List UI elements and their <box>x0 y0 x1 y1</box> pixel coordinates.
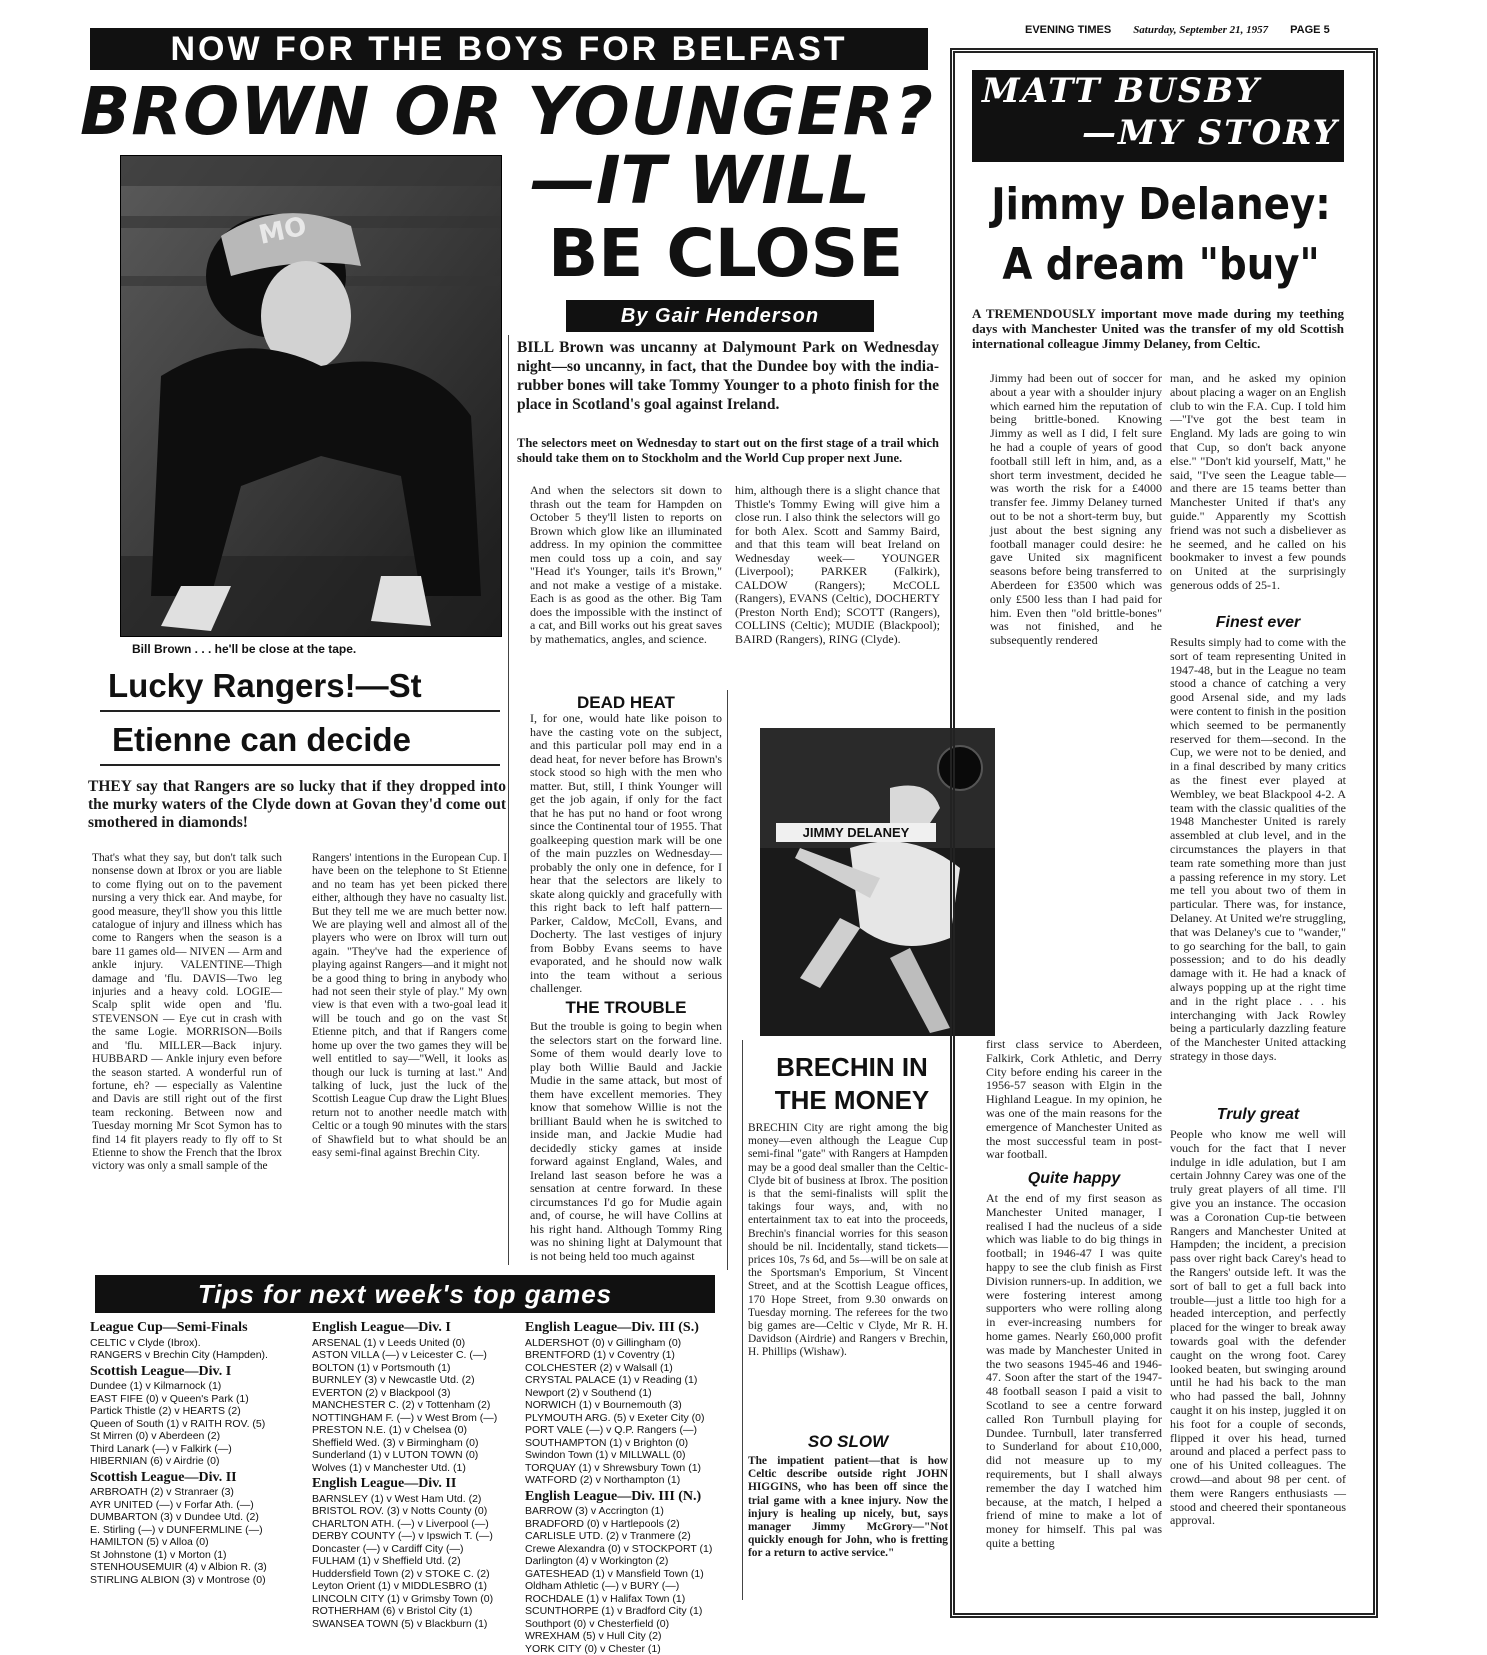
tips-line: ROTHERHAM (6) v Bristol City (1) <box>312 1605 517 1618</box>
main-para: The selectors meet on Wednesday to start out on the first stage of a trail which should take them on to Stockholm and the World Cup proper next June. <box>517 436 939 482</box>
tips-table <box>90 1318 740 1618</box>
tips-line: COLCHESTER (2) v Walsall (1) <box>525 1362 735 1375</box>
tips-line: CARLISLE UTD. (2) v Tranmere (2) <box>525 1530 735 1543</box>
tips-line: RANGERS v Brechin City (Hampden). <box>90 1349 305 1362</box>
main-col-1: And when the selectors sit down to thrash out the team for Hampden on October 5 they'll listen to reports on Brown which glow like an illuminated address. In my opinion the committee men could toss up a coin, and say "Head it's Younger, tails it's Brown," and not make a vestige of a mistake. Each is as good as the other. Big Tam does the impossible with the instinct of a cat, and Bill works out his great saves by mathematics, angles, and science. <box>530 484 722 689</box>
masthead <box>1025 24 1455 40</box>
tips-line: BRADFORD (0) v Hartlepools (2) <box>525 1518 735 1531</box>
tips-section-title: English League—Div. III (N.) <box>525 1491 735 1504</box>
main-headline-3: BE CLOSE <box>548 218 948 290</box>
tips-section-title: Scottish League—Div. I <box>90 1366 305 1379</box>
rangers-col-2: Rangers' intentions in the European Cup. I have been on the telephone to St Etienne and no team has yet been picked there either, although they have no casualty list. But they tell me we are much better now. We are playing well and almost all of the players who were on Ibrox will turn out again. "They've had the experience of playing against Rangers—and it might not be a good thing to bring in anybody who had not seen their style of play." My own view is that even with a two-goal lead it will be touch and go on the vast St Etienne pitch, and that if Rangers come home up over the two games they will be well entitled to say—"Well, it looks as though our luck is turning at last." And talking of luck, just the luck of the Scottish League Cup draw the Light Blues return not to another needle match with Celtic or a tough 90 minutes with the stars of Shawfield but to what should be an easy semi-final against Brechin City. <box>312 852 507 1210</box>
tips-line: Swindon Town (1) v MILLWALL (0) <box>525 1449 735 1462</box>
tips-section-title: Scottish League—Div. II <box>90 1472 305 1485</box>
rangers-headline: Lucky Rangers!—St <box>108 666 508 706</box>
rangers-col-1: That's what they say, but don't talk such nonsense down at Ibrox or you are liable to come flying out on to the pavement nursing a very thick ear. And maybe, for good measure, they'll show you this little catalogue of injury and illness which has come to Rangers when the season is a bare 11 games old— NIVEN — Arm and ankle injury. VALENTINE—Thigh damage and 'flu. DAVIS—Two leg injuries and a heavy cold. LOGIE—Scalp split wide open and 'flu. STEVENSON — Eye cut in crash with the same Logie. MORRISON—Boils and 'flu. MILLER—Back injury. HUBBARD — Ankle injury even before the season started. A wonderful run of fortune, eh? — especially as Valentine and Davis are still right out of the first team reckoning. Between now and Tuesday morning Mr Scot Symon has to find 14 fit players ready to fly off to St Etienne to show the French that the Ibrox victory was only a small sample of the <box>92 852 282 1210</box>
byline: By Gair Henderson <box>566 300 874 332</box>
dead-heat-text: I, for one, would hate like poison to have the casting vote on the subject, and this particular poll may end in a dead heat, for never before has Brown's stock stood so high with the men who matter. But, still, I think Younger will get the job again, if only for the fact that he has put no hand or foot wrong since the Continental tour of 1955. That goalkeeping question mark will be one of the main puzzles on Wednesday—probably the only one in defence, for I hear that the selectors are likely to skate along quickly and gracefully with this right back to left half pattern—Parker, Caldow, McColl, Evans, and Docherty. The last vestiges of injury from Bobby Evans seems to have evaporated, and he should now walk into the team without a serious challenger. <box>530 712 722 992</box>
tips-line: Partick Thistle (2) v HEARTS (2) <box>90 1405 305 1418</box>
photo-caption: Bill Brown . . . he'll be close at the tape. <box>132 642 472 656</box>
delaney-photo-label: JIMMY DELANEY <box>776 823 936 842</box>
tips-line: YORK CITY (0) v Chester (1) <box>525 1643 735 1655</box>
tips-line: BOLTON (1) v Portsmouth (1) <box>312 1362 517 1375</box>
brechin-headline: BRECHIN IN <box>752 1052 952 1082</box>
paper-date: Saturday, September 21, 1957 <box>1133 24 1268 40</box>
tips-line: GATESHEAD (1) v Mansfield Town (1) <box>525 1568 735 1581</box>
brechin-headline-2: THE MONEY <box>752 1085 952 1115</box>
tips-line: BARROW (3) v Accrington (1) <box>525 1505 735 1518</box>
tips-line: Leyton Orient (1) v MIDDLESBRO (1) <box>312 1580 517 1593</box>
truly-great-heading: Truly great <box>1170 1106 1346 1124</box>
tips-line: NORWICH (1) v Bournemouth (3) <box>525 1399 735 1412</box>
busby-headline: Jimmy Delaney: <box>989 178 1332 232</box>
quite-happy-text: At the end of my first season as Manchester United manager, I realised I had the nucleus of a side which was liable to do big things in football; in 1946-47 I was quite happy to see the club finish as First Division runners-up. In addition, we were fostering interest among supporters who were rolling along in ever-increasing numbers for home games. Nearly £60,000 profit was made by Manchester United in the two seasons 1945-46 and 1946-47. Soon after the start of the 1947-48 football season I paid a visit to Scotland to see a centre forward called Ron Turnbull playing for Dundee. Turnbull, later transferred to Sunderland for about £10,000, did not measure up to my requirements, but I shall always remember the day I watched him because, at the match, I helped a friend of mine to make a lot of money for himself. This pal was quite a betting <box>986 1192 1162 1590</box>
tips-line: MANCHESTER C. (2) v Tottenham (2) <box>312 1399 517 1412</box>
main-lead: BILL Brown was uncanny at Dalymount Park on Wednesday night—so uncanny, in fact, that the Dundee boy with the india-rubber bones will take Tommy Younger to a photo finish for the place in Scotland's goal against Ireland. <box>517 338 939 434</box>
busby-col-2: man, and he asked my opinion about placing a wager on an English club to win the F.A. Cup. I told him—"I've got the best team in England. My lads are going to win that Cup, so don't back anyone else." "Don't kid yourself, Matt," he said, "I've seen the League table—and there are 15 teams better than Manchester United if that's any guide." Apparently my Scottish friend was not such a disbeliever as he seemed, and he called on his bookmaker to invest a few pounds on United at the surprisingly generous odds of 25-1. <box>1170 372 1346 612</box>
tips-col-1 <box>90 1318 305 1586</box>
finest-text: Results simply had to come with the sort of team representing United in 1947-48, but in the League no team stood a chance of catching a very good Arsenal side, and my lads were content to finish in the position which seemed to be permanently reserved for them—second. In the Cup, we were not to be denied, and in a final described by many critics as the finest ever played at Wembley, we beat Blackpool 4-2. A team with the classic qualities of the 1948 Manchester United is rarely assembled at club level, and in the circumstances the players in that team rate something more than just a passing reference in my story. Let me tell you about two of them in particular. There was, for instance, Delaney. At United we're struggling, that was Delaney's cue to "wander," to go searching for the ball, to gain possession; and to do his deadly damage with it. He had a knack of always popping up at the right time and in the right place . . . his interchanging with Jack Rowley being a particularly dazzling feature of the Manchester United attacking strategy in those days. <box>1170 636 1346 1102</box>
tips-line: HIBERNIAN (6) v Airdrie (0) <box>90 1455 305 1468</box>
tips-line: BRENTFORD (1) v Coventry (1) <box>525 1349 735 1362</box>
tips-line: PORT VALE (—) v Q.P. Rangers (—) <box>525 1424 735 1437</box>
tips-line: NOTTINGHAM F. (—) v West Brom (—) <box>312 1412 517 1425</box>
tips-line: Dundee (1) v Kilmarnock (1) <box>90 1380 305 1393</box>
tips-line: ALDERSHOT (0) v Gillingham (0) <box>525 1337 735 1350</box>
tips-section-title: English League—Div. III (S.) <box>525 1322 735 1335</box>
tips-line: Wolves (1) v Manchester Utd. (1) <box>312 1462 517 1475</box>
main-col-2: him, although there is a slight chance that Thistle's Tommy Ewing will give him a close run. I also think the selectors will go for both Alex. Scott and Sammy Baird, and that this team will beat Ireland on Wednesday week— YOUNGER (Liverpool); PARKER (Falkirk), CALDOW (Rangers); McCOLL (Rangers), EVANS (Celtic), DOCHERTY (Preston North End); SCOTT (Rangers), COLLINS (Celtic); MUDIE (Blackpool); BAIRD (Rangers), RING (Clyde). <box>735 484 940 689</box>
main-headline-2: —IT WILL <box>530 145 930 217</box>
tips-line: Huddersfield Town (2) v STOKE C. (2) <box>312 1568 517 1581</box>
paper-name: EVENING TIMES <box>1025 24 1111 40</box>
tips-line: ASTON VILLA (—) v Leicester C. (—) <box>312 1349 517 1362</box>
tips-banner: Tips for next week's top games <box>95 1275 715 1313</box>
trouble-text: But the trouble is going to begin when the selectors start on the forward line. Some of them would dearly love to play both Willie Bauld and Jackie Mudie in the same attack, but most of them have excellent memories. They know that somehow Willie is not the brilliant Bauld when he is switched to inside man, and Jackie Mudie had decidedly sticky games at inside forward against England, Wales, and Ireland last season before he was a sensation at centre forward. In these circumstances I'd go for Mudie again and, of course, he will have Collins at his right hand. Although Tommy Ring was no shining light at Dalymount that is not being held too much against <box>530 1020 722 1210</box>
tips-line: ARSENAL (1) v Leeds United (0) <box>312 1337 517 1350</box>
svg-text:MO: MO <box>256 212 309 251</box>
tips-line: CELTIC v Clyde (Ibrox). <box>90 1337 305 1350</box>
tips-line: Southport (0) v Chesterfield (0) <box>525 1618 735 1631</box>
tips-line: EVERTON (2) v Blackpool (3) <box>312 1387 517 1400</box>
tips-line: STIRLING ALBION (3) v Montrose (0) <box>90 1574 305 1587</box>
tips-line: Crewe Alexandra (0) v STOCKPORT (1) <box>525 1543 735 1556</box>
rule <box>100 710 500 712</box>
tips-line: ARBROATH (2) v Stranraer (3) <box>90 1486 305 1499</box>
tips-col-3 <box>525 1318 735 1655</box>
tips-line: Sunderland (1) v LUTON TOWN (0) <box>312 1449 517 1462</box>
tips-line: BARNSLEY (1) v West Ham Utd. (2) <box>312 1493 517 1506</box>
rangers-headline-2: Etienne can decide <box>112 720 512 760</box>
top-banner: NOW FOR THE BOYS FOR BELFAST <box>90 28 928 70</box>
divider <box>727 690 728 1270</box>
tips-line: Doncaster (—) v Cardiff City (—) <box>312 1543 517 1556</box>
tips-line: E. Stirling (—) v DUNFERMLINE (—) <box>90 1524 305 1537</box>
goalkeeper-figure-icon <box>121 156 501 636</box>
bill-brown-photo <box>120 155 502 637</box>
busby-col-1: Jimmy had been out of soccer for about a year with a shoulder injury which earned him the reputation of being brittle-boned. Knowing Jimmy as well as I did, I felt sure he had a couple of years of good football still left in him, and, as a short term investment, decided he was worth the risk for a £4000 transfer fee. Jimmy Delaney turned out to be not a short-term buy, but just about the best signing any football manager could desire: he gave United six magnificent seasons before being transferred to Aberdeen for £3500 which was only £500 less than I had paid for him. Even then "old brittle-bones" was not finished, and he subsequently rendered <box>990 372 1162 690</box>
busby-lower-text: first class service to Aberdeen, Falkirk, Cork Athletic, and Derry City before ending his career in the 1956-57 season with Elgin in the Highland League. In my opinion, he was one of the main reasons for the emergence of Manchester United as the most successful team in post-war football. <box>986 1038 1162 1178</box>
truly-great-text: People who know me well will vouch for the fact that I never indulge in idle adulation, but I am certain Johnny Carey was one of the truly great players of all time. I'll give you an instance. The occasion was a Coronation Cup-tie between Rangers and Manchester United at Hampden; the incident, a precision pass over right back Carey's head to the Rangers' outside left. It was the sort of ball to get a full back into trouble—just a little too high for a headed interception, and perfectly placed for the winger to break away towards goal with the defender caught on the wrong foot. Carey looked beaten, but swinging around until he had his back to the man who had passed the ball, Johnny caught it on his instep, juggled it on his foot for a couple of seconds, flipped it over his head, turned around and placed a perfect pass to one of his United colleagues. The crowd—and about 98 per cent. of them were Rangers enthusiasts — stood and cheered their spontaneous approval. <box>1170 1128 1346 1588</box>
tips-line: WREXHAM (5) v Hull City (2) <box>525 1630 735 1643</box>
tips-line: Sheffield Wed. (3) v Birmingham (0) <box>312 1437 517 1450</box>
tips-line: AYR UNITED (—) v Forfar Ath. (—) <box>90 1499 305 1512</box>
tips-line: PRESTON N.E. (1) v Chelsea (0) <box>312 1424 517 1437</box>
page-number: PAGE 5 <box>1290 24 1330 40</box>
tips-line: Third Lanark (—) v Falkirk (—) <box>90 1443 305 1456</box>
tips-line: LINCOLN CITY (1) v Grimsby Town (0) <box>312 1593 517 1606</box>
divider <box>742 1040 743 1600</box>
tips-line: PLYMOUTH ARG. (5) v Exeter City (0) <box>525 1412 735 1425</box>
divider <box>508 335 509 1265</box>
tips-section-title: English League—Div. I <box>312 1322 517 1335</box>
tips-line: Oldham Athletic (—) v BURY (—) <box>525 1580 735 1593</box>
tips-line: STENHOUSEMUIR (4) v Albion R. (3) <box>90 1561 305 1574</box>
quite-happy-heading: Quite happy <box>986 1170 1162 1188</box>
tips-line: Newport (2) v Southend (1) <box>525 1387 735 1400</box>
tips-line: DERBY COUNTY (—) v Ipswich T. (—) <box>312 1530 517 1543</box>
tips-line: CRYSTAL PALACE (1) v Reading (1) <box>525 1374 735 1387</box>
tips-col-2 <box>312 1318 517 1630</box>
rule <box>100 764 500 766</box>
tips-line: Queen of South (1) v RAITH ROV. (5) <box>90 1418 305 1431</box>
tips-line: WATFORD (2) v Northampton (1) <box>525 1474 735 1487</box>
tips-line: EAST FIFE (0) v Queen's Park (1) <box>90 1393 305 1406</box>
busby-banner-line-2: —MY STORY <box>972 112 1344 154</box>
tips-line: SCUNTHORPE (1) v Bradford City (1) <box>525 1605 735 1618</box>
tips-section-title: English League—Div. II <box>312 1478 517 1491</box>
tips-line: BRISTOL ROV. (3) v Notts County (0) <box>312 1505 517 1518</box>
tips-line: TORQUAY (1) v Shrewsbury Town (1) <box>525 1462 735 1475</box>
busby-lead: A TREMENDOUSLY important move made during my teething days with Manchester United was the transfer of my old Scottish international colleague Jimmy Delaney, from Celtic. <box>972 306 1344 368</box>
tips-line: CHARLTON ATH. (—) v Liverpool (—) <box>312 1518 517 1531</box>
so-slow-text: The impatient patient—that is how Celtic describe outside right JOHN HIGGINS, who has been off since the trial game with a knee injury. Now the injury is healing up nicely, but, says manager Jimmy McGrory—"Not quickly enough for John, who is fretting for a return to active service." <box>748 1455 948 1565</box>
tips-line: St Mirren (0) v Aberdeen (2) <box>90 1430 305 1443</box>
brechin-text: BRECHIN City are right among the big money—even although the League Cup semi-final "gate" with Rangers at Hampden may be a good deal smaller than the Celtic-Clyde bit of business at Ibrox. The position is that the semi-finalists will split the takings four ways, and, with no entertainment tax to eat into the proceeds, Brechin's financial worries for this season should be nil. Incidentally, stand tickets—prices 10s, 7s 6d, and 5s—will be on sale at the Sportsman's Emporium, St Vincent Street, and at the Scottish League offices, 170 Hope Street, from 9.30 onwards on Tuesday morning. The referees for the two big games are—Celtic v Clyde, Mr R. H. Davidson (Airdrie) and Rangers v Brechin, H. Phillips (Wishaw). <box>748 1122 948 1422</box>
finest-heading: Finest ever <box>1170 614 1346 632</box>
tips-line: St Johnstone (1) v Morton (1) <box>90 1549 305 1562</box>
main-headline: BROWN OR YOUNGER? <box>80 76 940 148</box>
busby-banner-line-1: MATT BUSBY <box>972 70 1344 112</box>
tips-line: SOUTHAMPTON (1) v Brighton (0) <box>525 1437 735 1450</box>
trouble-heading: THE TROUBLE <box>530 998 722 1018</box>
dead-heat-heading: DEAD HEAT <box>530 693 722 713</box>
tips-line: DUMBARTON (3) v Dundee Utd. (2) <box>90 1511 305 1524</box>
so-slow-heading: SO SLOW <box>748 1432 948 1452</box>
tips-line: FULHAM (1) v Sheffield Utd. (2) <box>312 1555 517 1568</box>
busby-headline-2: A dream "buy" <box>989 238 1332 292</box>
tips-line: ROCHDALE (1) v Halifax Town (1) <box>525 1593 735 1606</box>
busby-banner <box>972 70 1344 162</box>
tips-section-title: League Cup—Semi-Finals <box>90 1322 305 1335</box>
tips-line: Darlington (4) v Workington (2) <box>525 1555 735 1568</box>
rangers-lead: THEY say that Rangers are so lucky that if they dropped into the murky waters of the Clyde down at Govan they'd come out smothered in diamonds! <box>88 778 506 848</box>
tips-line: HAMILTON (5) v Alloa (0) <box>90 1536 305 1549</box>
tips-line: SWANSEA TOWN (5) v Blackburn (1) <box>312 1618 517 1631</box>
tips-line: BURNLEY (3) v Newcastle Utd. (2) <box>312 1374 517 1387</box>
